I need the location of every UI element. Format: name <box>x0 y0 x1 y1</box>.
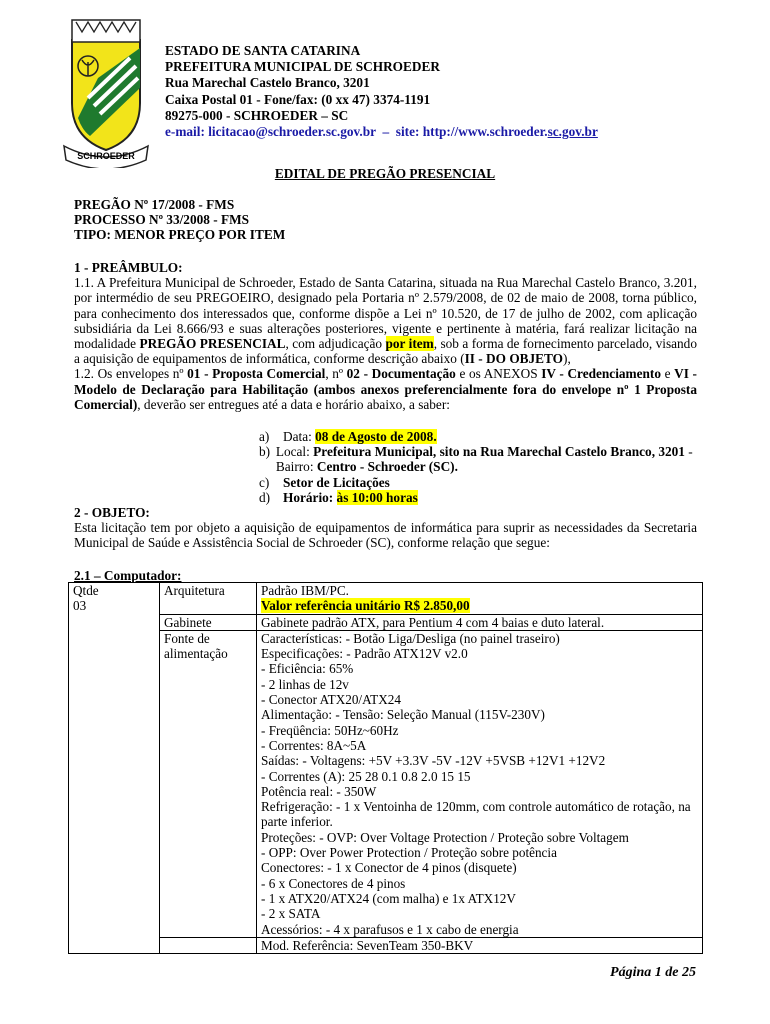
list-item-time: d) Horário: às 10:00 horas <box>259 489 418 505</box>
model-label-cell <box>160 937 257 953</box>
list-item-location: b) Local: Prefeitura Municipal, sito na Rua Marechal Castelo Branco, 3201 - Bairro: Centro - Schroeder (SC). <box>259 444 693 475</box>
specification-table <box>68 582 703 954</box>
email-label: e-mail: <box>165 124 205 140</box>
section-2-heading: 2 - OBJETO: <box>74 505 150 520</box>
paragraph-1-1: 1.1. A Prefeitura Municipal de Schroeder, Estado de Santa Catarina, situada na Rua Marechal Castelo Branco, 3.201, por intermédio de seu PREGOEIRO, designado pela Portaria nº 2.579/2008, de 02 de maio de 2008, torna público, para conhecimento dos interessados que, conforme dispõe a Lei nº 10.520, de 17 de julho de 2002, com aplicação subsidiária da Lei 8.666/93 e suas alterações posteriores, vigente e pertinente à matéria, fará realizar licitação na modalidade PREGÃO PRESENCIAL, com adjudicação por item, sob a forma de fornecimento parcelado, visando a aquisição de equipamentos de informática, conforme descrição abaixo (II - DO OBJETO), <box>74 275 697 367</box>
document-title: EDITAL DE PREGÃO PRESENCIAL <box>274 166 496 181</box>
processo-number: PROCESSO Nº 33/2008 - FMS <box>74 212 250 228</box>
crest-banner-text: SCHROEDER <box>77 151 135 161</box>
pregao-number: PREGÃO Nº 17/2008 - FMS <box>74 197 235 212</box>
model-value-cell: Mod. Referência: SevenTeam 350-BKV <box>257 937 703 953</box>
gabinete-value-cell: Gabinete padrão ATX, para Pentium 4 com 4 baias e duto lateral. <box>257 614 703 630</box>
fonte-value-cell: Características: - Botão Liga/Desliga (no painel traseiro) Especificações: - Padrão ATX12V v2.0 - Eficiência: 65% - 2 linhas de 12v - Conector ATX20/ATX24 Alimentação: - Tensão: Seleção Manual (115V-230V) - Freqüência: 50Hz~60Hz - Correntes: 8A~5A Saídas: - Voltagens: +5V +3.3V -5V -12V +5VSB +12V1 +12V2 - Correntes (A): 25 28 0.1 0.8 2.0 15 15 Potência real: - 350W Refrigeração: - 1 x Ventoinha de 120mm, com controle automático de rotação, na parte inferior. Proteções: - OVP: Over Voltage Protection / Proteção sobre Voltagem - OPP: Over Power Protection / Proteção sobre potência Conectores: - 1 x Conector de 4 pinos (disquete) - 6 x Conectores de 4 pinos - 1 x ATX20/ATX24 (com malha) e 1x ATX12V - 2 x SATA Acessórios: - 4 x parafusos e 1 x cabo de energia <box>257 630 703 937</box>
header-line-state: ESTADO DE SANTA CATARINA <box>165 43 361 58</box>
table-row <box>69 937 703 953</box>
identification-block <box>74 197 697 243</box>
delivery-details-list <box>259 429 699 505</box>
reference-price: Valor referência unitário R$ 2.850,00 <box>261 598 470 614</box>
municipal-crest <box>60 18 152 168</box>
section-preambulo <box>74 260 697 412</box>
header-line-phone: Caixa Postal 01 - Fone/fax: (0 xx 47) 3374-1191 <box>165 91 431 107</box>
list-item-date: a) Data: 08 de Agosto de 2008. <box>259 429 437 444</box>
arquitetura-label-cell: Arquitetura <box>160 583 257 615</box>
letterhead <box>165 43 598 140</box>
qtde-label: Qtde <box>73 583 99 598</box>
table-row <box>69 630 703 937</box>
qtde-cell <box>69 583 160 954</box>
fonte-label-cell: Fonte de alimentação <box>160 630 257 937</box>
separator: – <box>382 124 390 140</box>
list-item-sector: c) Setor de Licitações <box>259 474 390 490</box>
qtde-value: 03 <box>73 598 87 614</box>
subsection-computador: 2.1 – Computador: <box>74 568 182 583</box>
gabinete-label-cell: Gabinete <box>160 614 257 630</box>
tipo-line: TIPO: MENOR PREÇO POR ITEM <box>74 227 286 243</box>
section-1-heading: 1 - PREÂMBULO: <box>74 260 183 275</box>
header-line-prefeitura: PREFEITURA MUNICIPAL DE SCHROEDER <box>165 59 440 75</box>
paragraph-1-2: 1.2. Os envelopes nº 01 - Proposta Comercial, nº 02 - Documentação e os ANEXOS IV - Credenciamento e VI - Modelo de Declaração para Habilitação (ambos anexos preferencialmente fora do envelope nº 1 Proposta Comercial), deverão ser entregues até a data e horário abaixo, a saber: <box>74 366 697 412</box>
table-row <box>69 583 703 615</box>
header-contact-line <box>165 124 598 140</box>
section-objeto <box>74 505 697 551</box>
page-number: Página 1 de 25 <box>610 965 696 980</box>
site-label: site: <box>395 124 420 140</box>
site-link[interactable]: http://www.schroeder.sc.gov.br <box>422 124 598 140</box>
objeto-paragraph: Esta licitação tem por objeto a aquisição de equipamentos de informática para suprir as necessidades da Secretaria Municipal de Saúde e Assistência Social de Schroeder (SC), conforme relação que segue: <box>74 520 697 551</box>
email-link[interactable]: licitacao@schroeder.sc.gov.br <box>208 124 376 140</box>
table-row <box>69 614 703 630</box>
arquitetura-value-cell: Padrão IBM/PC. Valor referência unitário R$ 2.850,00 <box>257 583 703 615</box>
header-line-cep: 89275-000 - SCHROEDER – SC <box>165 107 349 123</box>
header-line-address: Rua Marechal Castelo Branco, 3201 <box>165 75 370 91</box>
